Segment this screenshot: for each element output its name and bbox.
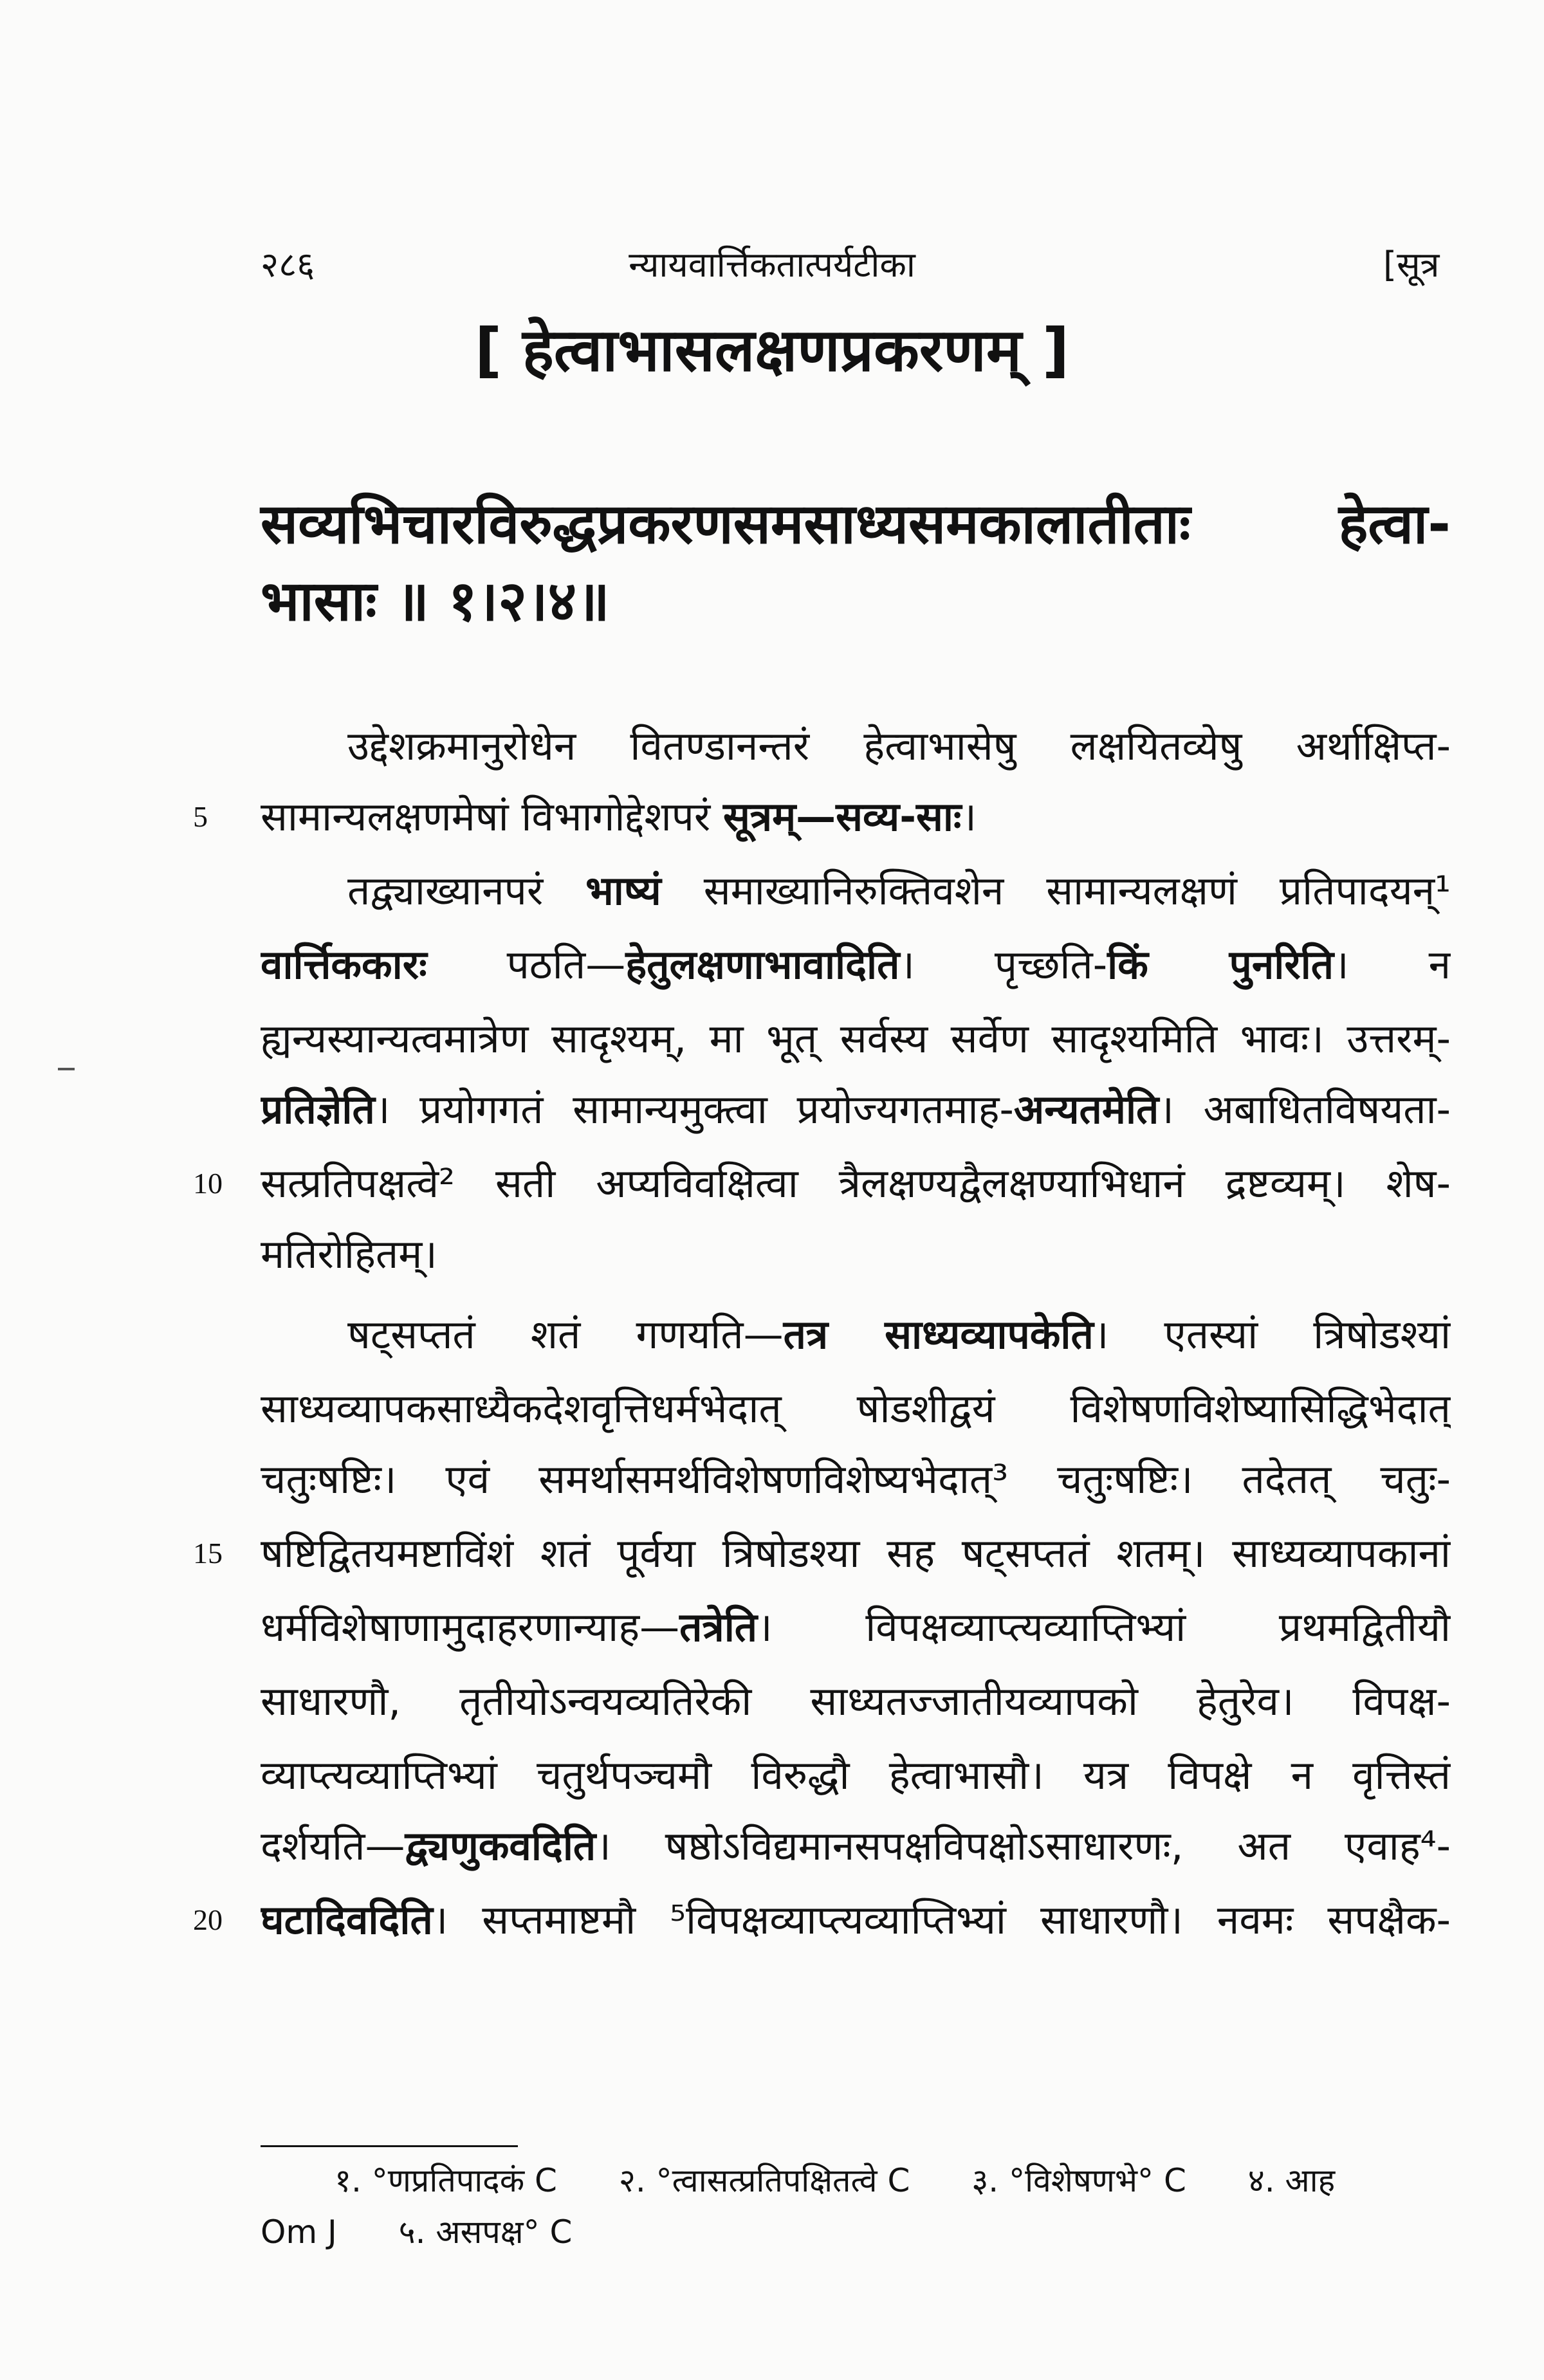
running-title: न्यायवार्त्तिकतात्पर्यटीका (629, 244, 915, 285)
text-line-10: साध्यव्यापकसाध्यैकदेशवृत्तिधर्मभेदात् षोडशीद्वयं विशेषणविशेष्यासिद्धिभेदात् (261, 1385, 1451, 1432)
text-line-15: व्याप्त्यव्याप्तिभ्यां चतुर्थपञ्चमौ विरुद्धौ हेत्वाभासौ। यत्र विपक्षे न वृत्तिस्तं (261, 1752, 1451, 1799)
bold-lemma: अन्यतमेति (1013, 1086, 1159, 1133)
footnotes-line-2 (261, 2206, 623, 2258)
sutra-line-2: भासाः ॥ १।२।४॥ (261, 569, 610, 634)
text-line-12: षष्टिद्वितयमष्टाविंशं शतं पूर्वया त्रिषोडश्या सह षट्सप्ततं शतम्। साध्यव्यापकानां (261, 1530, 1451, 1577)
footnotes-line-1 (335, 2155, 1451, 2206)
footnote-4-continued: Om J (261, 2213, 337, 2251)
text-line-11: चतुःषष्टिः। एवं समर्थासमर्थविशेषणविशेष्यभेदात्³ चतुःषष्टिः। तदेतत् चतुः- (261, 1456, 1451, 1503)
line-number-5: 5 (193, 800, 208, 833)
text-segment: । अबाधितविषयता- (1159, 1086, 1451, 1133)
text-segment: । न (1334, 941, 1451, 988)
line-number-15: 15 (193, 1537, 223, 1570)
bold-lemma: प्रतिज्ञेति (261, 1086, 375, 1133)
bold-lemma: हेतुलक्षणाभावादिति (625, 941, 900, 988)
footnote-2: २. °त्वासत्प्रतिपक्षितत्वे C (618, 2162, 910, 2199)
text-segment: तद्व्याख्यानपरं (347, 867, 586, 914)
text-line-6 (261, 1074, 1451, 1145)
footnote-1: १. °णप्रतिपादकं C (335, 2162, 557, 2199)
text-segment: पठति— (427, 941, 626, 988)
bold-lemma: तत्र साध्यव्यापकेति (783, 1311, 1094, 1358)
text-segment: धर्मविशेषाणामुदाहरणान्याह— (261, 1604, 680, 1651)
bold-lemma: सूत्रम्—सव्य-साः (722, 793, 962, 840)
footnote-separator (261, 2145, 518, 2147)
section-reference: [सूत्र (1383, 244, 1440, 285)
text-segment: समाख्यानिरुक्तिवशेन सामान्यलक्षणं प्रतिपादयन्¹ (661, 867, 1451, 914)
text-line-2 (261, 782, 1451, 852)
margin-mark (58, 1068, 75, 1070)
line-number-20: 20 (193, 1903, 223, 1936)
footnote-5: ५. असपक्ष° C (398, 2213, 573, 2251)
bold-lemma: तत्रेति (679, 1604, 758, 1651)
text-segment: षट्सप्ततं शतं गणयति— (347, 1311, 784, 1358)
bold-lemma: वार्त्तिककारः (261, 941, 427, 988)
text-line-1: उद्देशक्रमानुरोधेन वितण्डानन्तरं हेत्वाभासेषु लक्षयितव्येषु अर्थाक्षिप्त- (347, 722, 1451, 769)
bold-lemma: घटादिवदिति (261, 1896, 433, 1943)
footnote-3: ३. °विशेषणभे° C (971, 2162, 1186, 2199)
text-segment: । प्रयोगगतं सामान्यमुक्त्वा प्रयोज्यगतमाह- (374, 1086, 1014, 1133)
bold-lemma: द्व्यणुकवदिति (405, 1822, 596, 1869)
text-segment: । एतस्यां त्रिषोडश्यां (1093, 1311, 1451, 1358)
text-segment: सामान्यलक्षणमेषां विभागोद्देशपरं (261, 793, 723, 840)
line-number-10: 10 (193, 1167, 223, 1200)
text-line-9 (347, 1299, 1451, 1370)
text-line-14: साधारणौ, तृतीयोऽन्वयव्यतिरेकी साध्यतज्जातीयव्यापको हेतुरेव। विपक्ष- (261, 1678, 1451, 1725)
text-segment: दर्शयति— (261, 1822, 405, 1869)
text-segment: । षष्ठोऽविद्यमानसपक्षविपक्षोऽसाधारणः, अत एवाह⁴- (596, 1822, 1451, 1869)
text-line-5: ह्यन्यस्यान्यत्वमात्रेण सादृश्यम्, मा भूत् सर्वस्य सर्वेण सादृश्यमिति भावः। उत्तरम्- (261, 1015, 1451, 1062)
text-segment: । पृच्छति- (899, 941, 1108, 988)
bold-lemma: किं पुनरिति (1107, 941, 1334, 988)
text-segment: । (961, 793, 977, 840)
text-line-17 (261, 1885, 1451, 1955)
bold-lemma: भाष्यं (585, 867, 661, 914)
text-line-13 (261, 1592, 1451, 1663)
text-segment: । विपक्षव्याप्त्यव्याप्तिभ्यां प्रथमद्वितीयौ (757, 1604, 1451, 1651)
text-segment: । सप्तमाष्टमौ ⁵विपक्षव्याप्त्यव्याप्तिभ्यां साधारणौ। नवमः सपक्षैक- (432, 1896, 1451, 1943)
text-line-4 (261, 929, 1451, 1000)
text-line-8: मतिरोहितम्। (261, 1231, 437, 1277)
sutra-line-1: सव्यभिचारविरुद्धप्रकरणसमसाध्यसमकालातीताः हेत्वा- (261, 492, 1451, 556)
text-line-7: सत्प्रतिपक्षत्वे² सती अप्यविवक्षित्वा त्रैलक्षण्यद्वैलक्षण्याभिधानं द्रष्टव्यम्। शेष- (261, 1160, 1451, 1207)
page-number: २८६ (261, 244, 315, 285)
text-line-16 (261, 1811, 1451, 1881)
section-title: [ हेत्वाभासलक्षणप्रकरणम् ] (474, 316, 1070, 385)
footnote-4: ४. आह (1247, 2162, 1336, 2199)
text-line-3 (347, 856, 1451, 926)
